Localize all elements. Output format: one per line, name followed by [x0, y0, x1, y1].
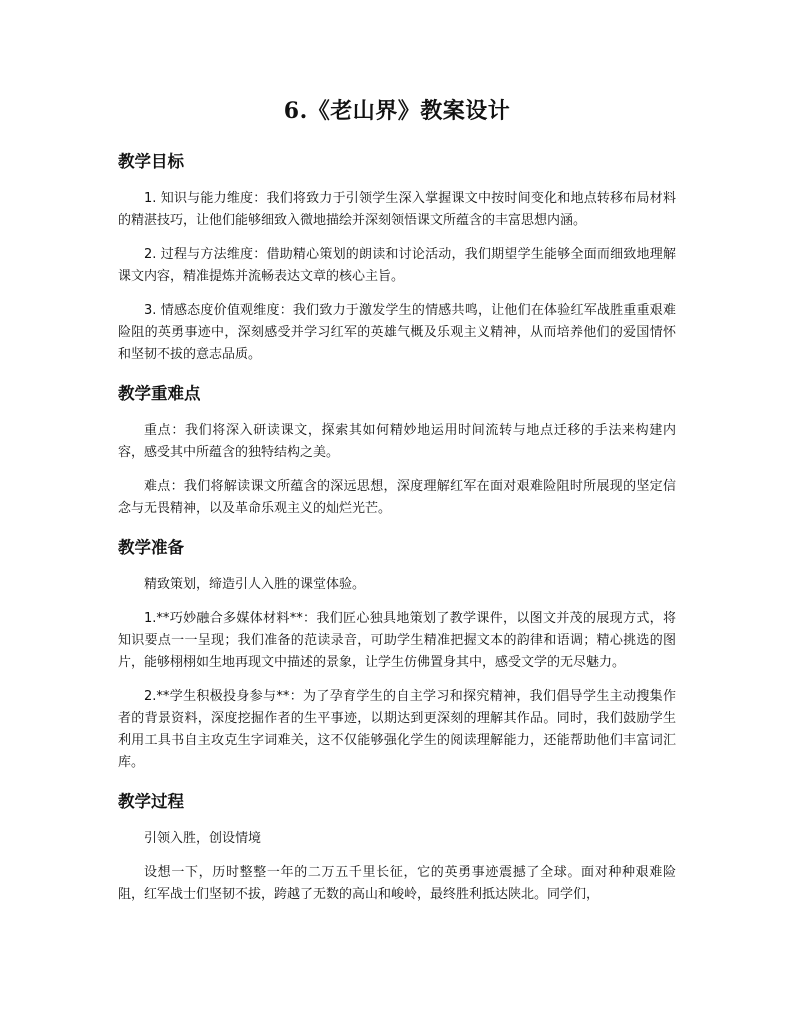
section-heading: 教学重难点: [118, 384, 201, 403]
paragraph: 3. 情感态度价值观维度：我们致力于激发学生的情感共鸣，让他们在体验红军战胜重重艰难险阻的英勇事迹中，深刻感受并学习红军的英雄气概及乐观主义精神，从而培养他们的爱国情怀和坚韧不拔的意志品质。: [118, 303, 676, 362]
paragraph: 设想一下，历时整整一年的二万五千里长征，它的英勇事迹震撼了全球。面对种种艰难险阻，红军战士们坚韧不拔，跨越了无数的高山和峻岭，最终胜利抵达陕北。同学们，: [118, 865, 676, 902]
paragraph: 2. 过程与方法维度：借助精心策划的朗读和讨论活动，我们期望学生能够全面而细致地理解课文内容，精准提炼并流畅表达文章的核心主旨。: [118, 247, 676, 284]
section-key-difficult-points: [118, 382, 676, 520]
paragraph: 精致策划，缔造引人入胜的课堂体验。: [144, 577, 366, 592]
section-teaching-preparation: [118, 536, 676, 774]
page-title: 6.《老山界》教案设计: [283, 98, 511, 124]
section-heading: 教学目标: [118, 152, 184, 171]
paragraph: 引领入胜，创设情境: [144, 831, 262, 846]
section-teaching-process: [118, 790, 676, 906]
section-heading: 教学过程: [118, 792, 184, 811]
paragraph: 1.**巧妙融合多媒体材料**：我们匠心独具地策划了教学课件，以图文并茂的展现方式，将知识要点一一呈现；我们准备的范读录音，可助学生精准把握文本的韵律和语调；精心挑选的图片，能够栩栩如生地再现文中描述的景象，让学生仿佛置身其中，感受文学的无尽魅力。: [118, 611, 676, 670]
paragraph: 1. 知识与能力维度：我们将致力于引领学生深入掌握课文中按时间变化和地点转移布局材料的精湛技巧，让他们能够细致入微地描绘并深刻领悟课文所蕴含的丰富思想内涵。: [118, 191, 676, 228]
section-teaching-objectives: [118, 150, 676, 366]
paragraph: 重点：我们将深入研读课文，探索其如何精妙地运用时间流转与地点迁移的手法来构建内容，感受其中所蕴含的独特结构之美。: [118, 423, 676, 460]
paragraph: 2.**学生积极投身参与**：为了孕育学生的自主学习和探究精神，我们倡导学生主动搜集作者的背景资料，深度挖掘作者的生平事迹，以期达到更深刻的理解其作品。同时，我们鼓励学生利用工具书自主攻克生字词难关，这不仅能够强化学生的阅读理解能力，还能帮助他们丰富词汇库。: [118, 689, 676, 770]
paragraph: 难点：我们将解读课文所蕴含的深远思想，深度理解红军在面对艰难险阻时所展现的坚定信念与无畏精神，以及革命乐观主义的灿烂光芒。: [118, 479, 676, 516]
section-heading: 教学准备: [118, 538, 184, 557]
